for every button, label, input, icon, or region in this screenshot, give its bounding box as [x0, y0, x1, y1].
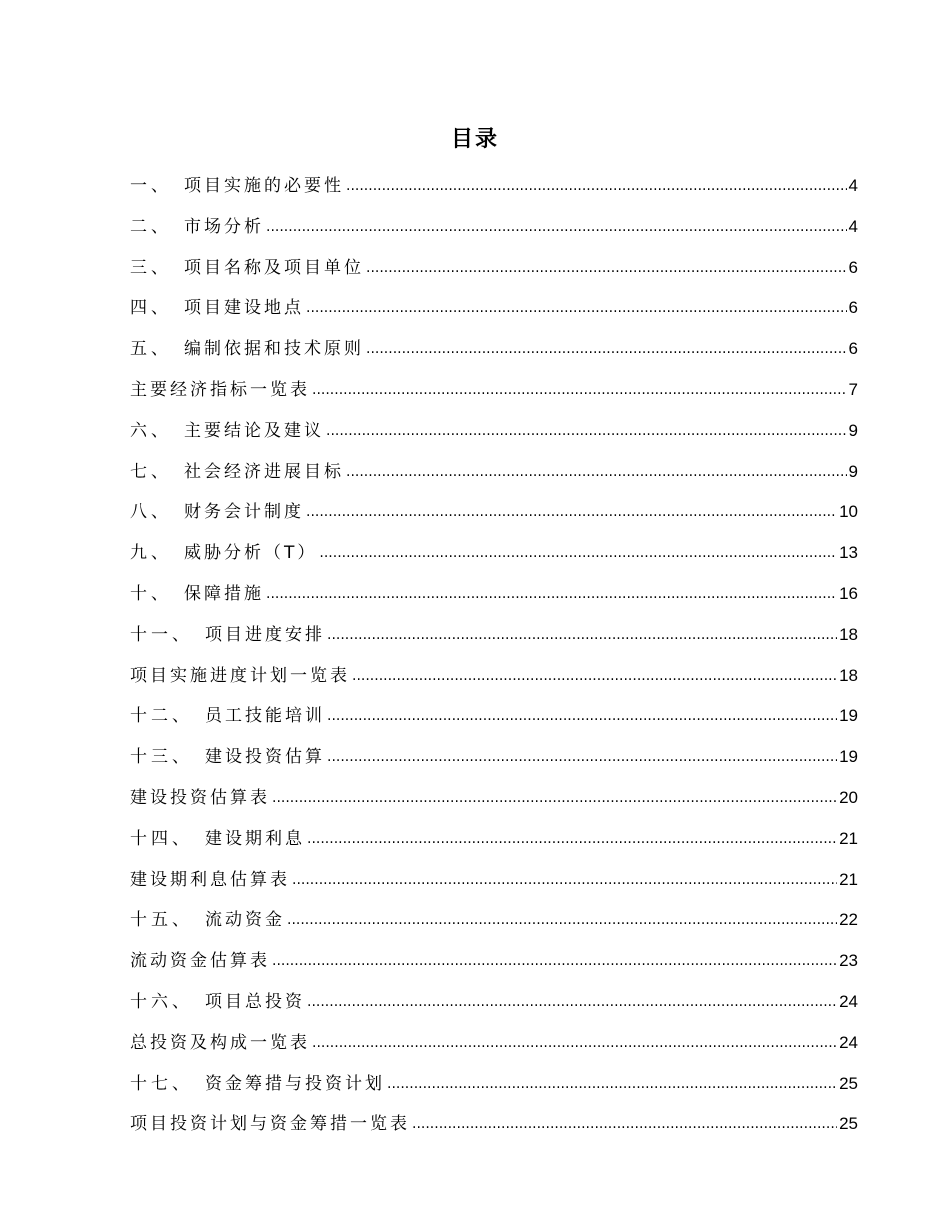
toc-entry[interactable]	[130, 1064, 858, 1105]
toc-entry-text: 财务会计制度	[184, 502, 304, 523]
toc-entry-text: 流动资金估算表	[130, 951, 270, 972]
toc-dot-leader	[272, 941, 837, 982]
toc-entry-text: 项目建设地点	[184, 298, 304, 319]
toc-entry-number: 十、	[130, 583, 172, 604]
toc-dot-leader	[346, 166, 847, 207]
toc-page-number: 18	[839, 624, 858, 644]
toc-entry-text: 主要经济指标一览表	[130, 379, 310, 400]
toc-page-number: 9	[848, 461, 858, 481]
toc-dot-leader	[266, 207, 847, 248]
toc-entry-number: 七、	[130, 461, 172, 482]
toc-entry-text: 项目进度安排	[205, 624, 325, 645]
toc-dot-leader	[287, 900, 837, 941]
toc-dot-leader	[306, 492, 837, 533]
toc-dot-leader	[366, 248, 847, 289]
toc-entry[interactable]	[130, 452, 858, 493]
toc-dot-leader	[307, 819, 837, 860]
toc-dot-leader	[307, 982, 837, 1023]
toc-dot-leader	[319, 533, 837, 574]
toc-list	[130, 166, 858, 1145]
toc-entry[interactable]	[130, 411, 858, 452]
toc-dot-leader	[326, 411, 847, 452]
toc-entry-text: 建设投资估算表	[130, 787, 270, 808]
toc-page-number: 4	[848, 176, 858, 195]
toc-entry-number: 二、	[130, 216, 172, 237]
toc-page-number: 16	[839, 583, 858, 603]
toc-entry-number: 十二、	[130, 706, 193, 727]
toc-entry-number: 六、	[130, 420, 172, 441]
toc-entry[interactable]	[130, 860, 858, 901]
toc-page-number: 25	[839, 1114, 858, 1134]
toc-entry-text: 项目实施的必要性	[184, 176, 344, 196]
toc-entry-number: 十五、	[130, 910, 193, 931]
toc-dot-leader	[292, 860, 837, 901]
toc-page-number: 21	[839, 828, 858, 848]
toc-page-number: 18	[839, 665, 858, 685]
toc-entry[interactable]	[130, 737, 858, 778]
toc-page-number: 24	[839, 1032, 858, 1052]
toc-dot-leader	[312, 1023, 837, 1064]
toc-entry-text: 流动资金	[205, 910, 285, 931]
toc-entry[interactable]	[130, 288, 858, 329]
toc-entry[interactable]	[130, 941, 858, 982]
toc-entry[interactable]	[130, 166, 858, 207]
toc-entry-number: 十六、	[130, 991, 193, 1012]
toc-page-number: 6	[848, 298, 858, 318]
toc-entry-number: 十七、	[130, 1073, 193, 1094]
toc-entry-number: 一、	[130, 176, 172, 196]
toc-entry-text: 项目名称及项目单位	[184, 257, 364, 278]
toc-dot-leader	[306, 288, 847, 329]
toc-entry[interactable]	[130, 248, 858, 289]
toc-entry-text: 保障措施	[184, 583, 264, 604]
toc-entry-number: 五、	[130, 339, 172, 360]
toc-page-number: 21	[839, 869, 858, 889]
toc-entry[interactable]	[130, 533, 858, 574]
toc-entry-number: 十三、	[130, 747, 193, 768]
toc-dot-leader	[346, 452, 847, 493]
toc-entry-number: 十一、	[130, 624, 193, 645]
toc-title: 目录	[450, 127, 499, 152]
toc-entry[interactable]	[130, 615, 858, 656]
toc-entry-text: 项目总投资	[205, 991, 305, 1012]
toc-entry[interactable]	[130, 778, 858, 819]
toc-entry-text: 项目投资计划与资金筹措一览表	[130, 1114, 410, 1135]
toc-entry-number: 十四、	[130, 828, 193, 849]
toc-dot-leader	[312, 370, 847, 411]
toc-entry-text: 员工技能培训	[205, 706, 325, 727]
toc-page-number: 24	[839, 991, 858, 1011]
toc-page-number: 4	[848, 216, 858, 236]
toc-entry[interactable]	[130, 900, 858, 941]
toc-page-number: 6	[848, 257, 858, 277]
toc-page-number: 10	[839, 502, 858, 522]
toc-page-number: 7	[848, 379, 858, 399]
toc-entry[interactable]	[130, 982, 858, 1023]
toc-entry-text: 建设期利息	[205, 828, 305, 849]
toc-entry[interactable]	[130, 656, 858, 697]
toc-entry-text: 市场分析	[184, 216, 264, 237]
toc-entry-number: 八、	[130, 502, 172, 523]
toc-entry-number: 三、	[130, 257, 172, 278]
toc-entry[interactable]	[130, 207, 858, 248]
toc-page-number: 20	[839, 787, 858, 807]
toc-dot-leader	[327, 737, 837, 778]
toc-entry[interactable]	[130, 1023, 858, 1064]
toc-entry-text: 主要结论及建议	[184, 420, 324, 441]
toc-entry[interactable]	[130, 574, 858, 615]
toc-entry-text: 建设期利息估算表	[130, 869, 290, 890]
toc-dot-leader	[412, 1104, 837, 1145]
toc-dot-leader	[366, 329, 847, 370]
toc-page-number: 19	[839, 747, 858, 767]
toc-dot-leader	[327, 696, 837, 737]
toc-entry-text: 项目实施进度计划一览表	[130, 665, 350, 686]
toc-entry[interactable]	[130, 1104, 858, 1145]
toc-page-number: 22	[839, 910, 858, 930]
toc-entry-text: 编制依据和技术原则	[184, 339, 364, 360]
toc-dot-leader	[272, 778, 837, 819]
toc-entry-text: 威胁分析（T）	[184, 543, 318, 564]
toc-dot-leader	[352, 656, 837, 697]
toc-entry[interactable]	[130, 819, 858, 860]
toc-dot-leader	[387, 1064, 837, 1105]
toc-page-number: 23	[839, 951, 858, 971]
toc-dot-leader	[327, 615, 837, 656]
toc-entry-number: 九、	[130, 543, 172, 564]
toc-page-number: 19	[839, 706, 858, 726]
toc-entry-text: 社会经济进展目标	[184, 461, 344, 482]
toc-page-number: 6	[848, 339, 858, 359]
toc-entry[interactable]	[130, 370, 858, 411]
toc-page-number: 13	[839, 543, 858, 563]
toc-entry-number: 四、	[130, 298, 172, 319]
toc-page-number: 25	[839, 1073, 858, 1093]
toc-entry-text: 建设投资估算	[205, 747, 325, 768]
toc-entry[interactable]	[130, 492, 858, 533]
toc-entry-text: 资金筹措与投资计划	[205, 1073, 385, 1094]
toc-entry[interactable]	[130, 696, 858, 737]
toc-dot-leader	[266, 574, 837, 615]
toc-entry[interactable]	[130, 329, 858, 370]
toc-entry-text: 总投资及构成一览表	[130, 1032, 310, 1053]
toc-page-number: 9	[848, 420, 858, 440]
